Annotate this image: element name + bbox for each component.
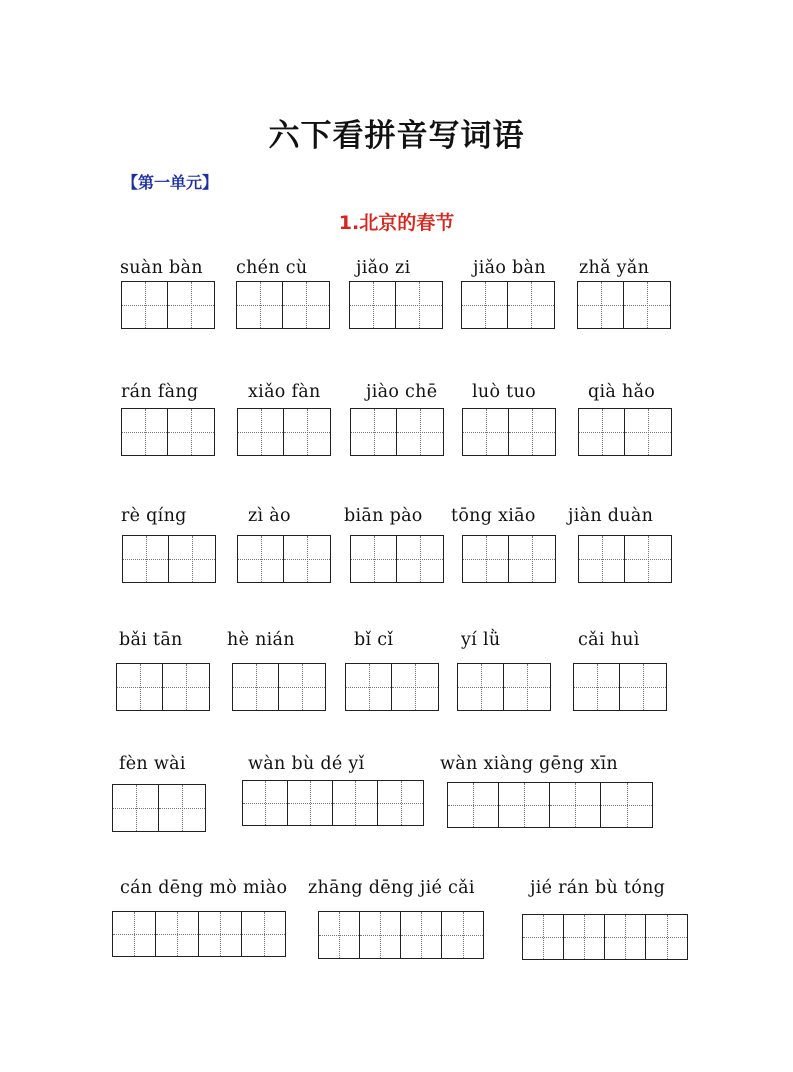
grid-cell[interactable] bbox=[346, 664, 392, 710]
grid-cell[interactable] bbox=[578, 282, 624, 328]
writing-grid[interactable] bbox=[461, 281, 555, 329]
grid-cell[interactable] bbox=[123, 536, 169, 582]
grid-cell[interactable] bbox=[113, 785, 159, 831]
grid-cell[interactable] bbox=[574, 664, 620, 710]
grid-cell[interactable] bbox=[396, 282, 442, 328]
pinyin-label: chén cù bbox=[236, 258, 308, 278]
grid-cell[interactable] bbox=[163, 664, 209, 710]
pinyin-label: xiǎo fàn bbox=[248, 382, 321, 402]
grid-cell[interactable] bbox=[462, 282, 508, 328]
pinyin-label: qià hǎo bbox=[588, 382, 656, 402]
writing-grid[interactable] bbox=[578, 535, 672, 583]
grid-cell[interactable] bbox=[523, 915, 564, 959]
grid-cell[interactable] bbox=[333, 781, 378, 825]
writing-grid[interactable] bbox=[522, 914, 688, 960]
pinyin-label: luò tuo bbox=[472, 382, 536, 402]
pinyin-label: zhāng dēng jié cǎi bbox=[308, 878, 475, 898]
grid-cell[interactable] bbox=[564, 915, 605, 959]
grid-cell[interactable] bbox=[233, 664, 279, 710]
grid-cell[interactable] bbox=[199, 912, 242, 956]
grid-cell[interactable] bbox=[122, 282, 168, 328]
pinyin-label: jiàn duàn bbox=[568, 506, 654, 526]
grid-cell[interactable] bbox=[624, 282, 670, 328]
pinyin-label: wàn bù dé yǐ bbox=[248, 754, 365, 774]
pinyin-label: suàn bàn bbox=[120, 258, 203, 278]
grid-cell[interactable] bbox=[238, 409, 284, 455]
writing-grid[interactable] bbox=[350, 535, 444, 583]
grid-cell[interactable] bbox=[237, 282, 283, 328]
writing-grid[interactable] bbox=[350, 408, 444, 456]
grid-cell[interactable] bbox=[579, 536, 625, 582]
grid-cell[interactable] bbox=[458, 664, 504, 710]
pinyin-label: wàn xiàng gēng xīn bbox=[440, 754, 618, 774]
grid-cell[interactable] bbox=[442, 912, 483, 958]
pinyin-label: rè qíng bbox=[121, 506, 187, 526]
pinyin-label: cán dēng mò miào bbox=[120, 878, 288, 898]
writing-grid[interactable] bbox=[457, 663, 551, 711]
grid-cell[interactable] bbox=[159, 785, 205, 831]
writing-grid[interactable] bbox=[447, 782, 653, 828]
grid-cell[interactable] bbox=[508, 282, 554, 328]
grid-cell[interactable] bbox=[350, 282, 396, 328]
writing-grid[interactable] bbox=[237, 535, 331, 583]
grid-cell[interactable] bbox=[351, 409, 397, 455]
grid-cell[interactable] bbox=[550, 783, 601, 827]
grid-cell[interactable] bbox=[397, 409, 443, 455]
writing-grid[interactable] bbox=[237, 408, 331, 456]
writing-grid[interactable] bbox=[112, 911, 286, 957]
writing-grid[interactable] bbox=[462, 408, 556, 456]
pinyin-label: jiǎo zi bbox=[356, 258, 411, 278]
writing-grid[interactable] bbox=[577, 281, 671, 329]
pinyin-label: zhǎ yǎn bbox=[579, 258, 650, 278]
grid-cell[interactable] bbox=[509, 409, 555, 455]
grid-cell[interactable] bbox=[117, 664, 163, 710]
grid-cell[interactable] bbox=[625, 409, 671, 455]
pinyin-label: bǐ cǐ bbox=[354, 630, 394, 650]
pinyin-label: biān pào bbox=[344, 506, 423, 526]
pinyin-label: fèn wài bbox=[119, 754, 186, 774]
writing-grid[interactable] bbox=[236, 281, 330, 329]
grid-cell[interactable] bbox=[392, 664, 438, 710]
writing-grid[interactable] bbox=[242, 780, 424, 826]
writing-grid[interactable] bbox=[121, 281, 215, 329]
lesson-heading: 1.北京的春节 bbox=[338, 212, 455, 234]
grid-cell[interactable] bbox=[284, 536, 330, 582]
writing-grid[interactable] bbox=[345, 663, 439, 711]
grid-cell[interactable] bbox=[360, 912, 401, 958]
grid-cell[interactable] bbox=[122, 409, 168, 455]
grid-cell[interactable] bbox=[243, 781, 288, 825]
writing-grid[interactable] bbox=[116, 663, 210, 711]
grid-cell[interactable] bbox=[351, 536, 397, 582]
grid-cell[interactable] bbox=[168, 282, 214, 328]
grid-cell[interactable] bbox=[288, 781, 333, 825]
writing-grid[interactable] bbox=[462, 535, 556, 583]
pinyin-label: jié rán bù tóng bbox=[530, 878, 666, 898]
writing-grid[interactable] bbox=[573, 663, 667, 711]
grid-cell[interactable] bbox=[579, 409, 625, 455]
grid-cell[interactable] bbox=[504, 664, 550, 710]
writing-grid[interactable] bbox=[578, 408, 672, 456]
grid-cell[interactable] bbox=[620, 664, 666, 710]
grid-cell[interactable] bbox=[242, 912, 285, 956]
writing-grid[interactable] bbox=[232, 663, 326, 711]
grid-cell[interactable] bbox=[509, 536, 555, 582]
grid-cell[interactable] bbox=[319, 912, 360, 958]
grid-cell[interactable] bbox=[625, 536, 671, 582]
writing-grid[interactable] bbox=[121, 408, 215, 456]
grid-cell[interactable] bbox=[279, 664, 325, 710]
grid-cell[interactable] bbox=[238, 536, 284, 582]
unit-heading: 【第一单元】 bbox=[122, 173, 219, 192]
grid-cell[interactable] bbox=[169, 536, 215, 582]
grid-cell[interactable] bbox=[378, 781, 423, 825]
grid-cell[interactable] bbox=[283, 282, 329, 328]
grid-cell[interactable] bbox=[605, 915, 646, 959]
pinyin-label: tōng xiāo bbox=[451, 506, 536, 526]
pinyin-label: jiào chē bbox=[366, 382, 438, 402]
pinyin-label: yí lǜ bbox=[461, 630, 501, 650]
pinyin-label: zì ào bbox=[248, 506, 291, 526]
pinyin-label: rán fàng bbox=[121, 382, 199, 402]
writing-grid[interactable] bbox=[122, 535, 216, 583]
grid-cell[interactable] bbox=[397, 536, 443, 582]
grid-cell[interactable] bbox=[646, 915, 687, 959]
pinyin-label: hè nián bbox=[227, 630, 295, 650]
grid-cell[interactable] bbox=[284, 409, 330, 455]
writing-grid[interactable] bbox=[318, 911, 484, 959]
writing-grid[interactable] bbox=[112, 784, 206, 832]
grid-cell[interactable] bbox=[156, 912, 199, 956]
grid-cell[interactable] bbox=[601, 783, 652, 827]
pinyin-label: bǎi tān bbox=[119, 630, 183, 650]
grid-cell[interactable] bbox=[499, 783, 550, 827]
grid-cell[interactable] bbox=[113, 912, 156, 956]
grid-cell[interactable] bbox=[168, 409, 214, 455]
grid-cell[interactable] bbox=[401, 912, 442, 958]
writing-grid[interactable] bbox=[349, 281, 443, 329]
grid-cell[interactable] bbox=[463, 409, 509, 455]
page-title: 六下看拼音写词语 bbox=[268, 118, 525, 154]
pinyin-label: cǎi huì bbox=[578, 630, 640, 650]
grid-cell[interactable] bbox=[463, 536, 509, 582]
grid-cell[interactable] bbox=[448, 783, 499, 827]
pinyin-label: jiǎo bàn bbox=[473, 258, 546, 278]
